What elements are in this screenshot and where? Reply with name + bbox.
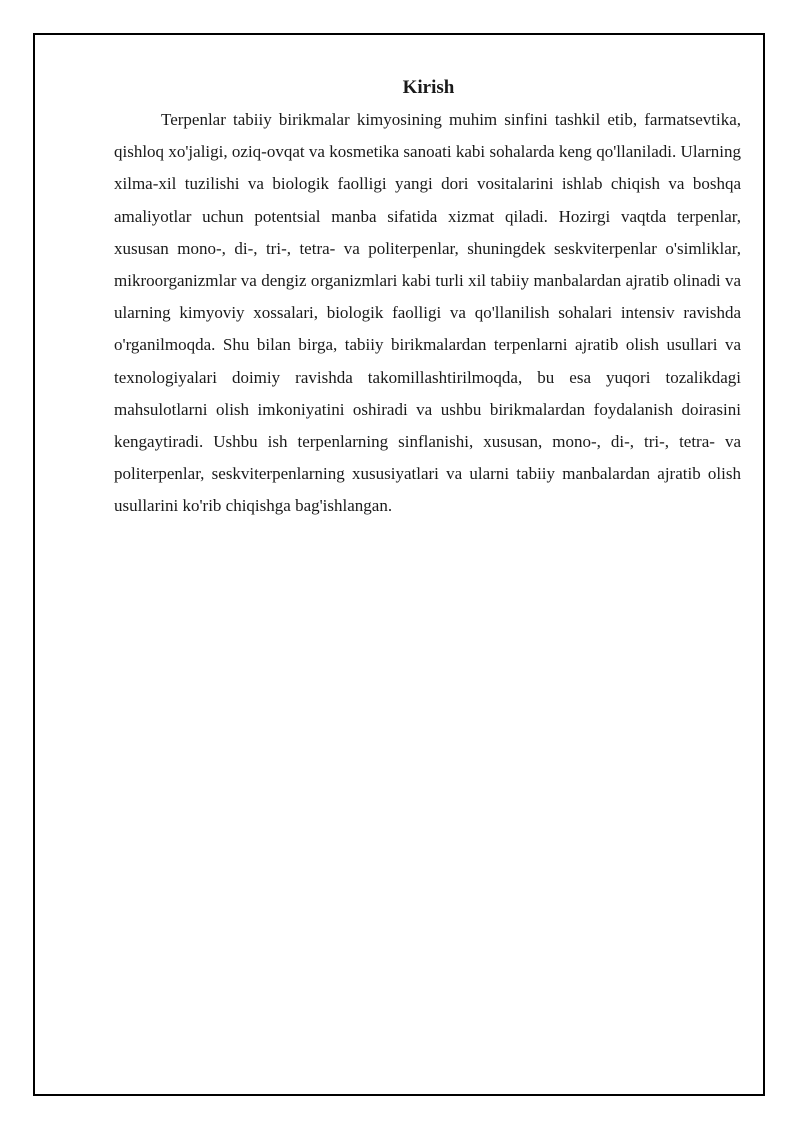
document-title: Kirish bbox=[402, 77, 455, 98]
document-body bbox=[114, 76, 741, 523]
intro-paragraph: Terpenlar tabiiy birikmalar kimyosining muhim sinfini tashkil etib, farmatsevtika, qishloq xo'jaligi, oziq-ovqat va kosmetika sanoati kabi sohalarda keng qo'llaniladi. Ularning xilma-xil tuzilishi va biologik faolligi yangi dori vositalarini ishlab chiqish va boshqa amaliyotlar uchun potentsial manba sifatida xizmat qiladi. Hozirgi vaqtda terpenlar, xususan mono-, di-, tri-, tetra- va politerpenlar, shuningdek seskviterpenlar o'simliklar, mikroorganizmlar va dengiz organizmlari kabi turli xil tabiiy manbalardan ajratib olinadi va ularning kimyoviy xossalari, biologik faolligi va qo'llanilish sohalari intensiv ravishda o'rganilmoqda. Shu bilan birga, tabiiy birikmalardan terpenlarni ajratib olish usullari va texnologiyalari doimiy ravishda takomillashtirilmoqda, bu esa yuqori tozalikdagi mahsulotlarni olish imkoniyatini oshiradi va ushbu birikmalardan foydalanish doirasini kengaytiradi. Ushbu ish terpenlarning sinflanishi, xususan, mono-, di-, tri-, tetra- va politerpenlar, seskviterpenlarning xususiyatlari va ularni tabiiy manbalardan ajratib olish usullarini ko'rib chiqishga bag'ishlangan. bbox=[114, 110, 741, 516]
